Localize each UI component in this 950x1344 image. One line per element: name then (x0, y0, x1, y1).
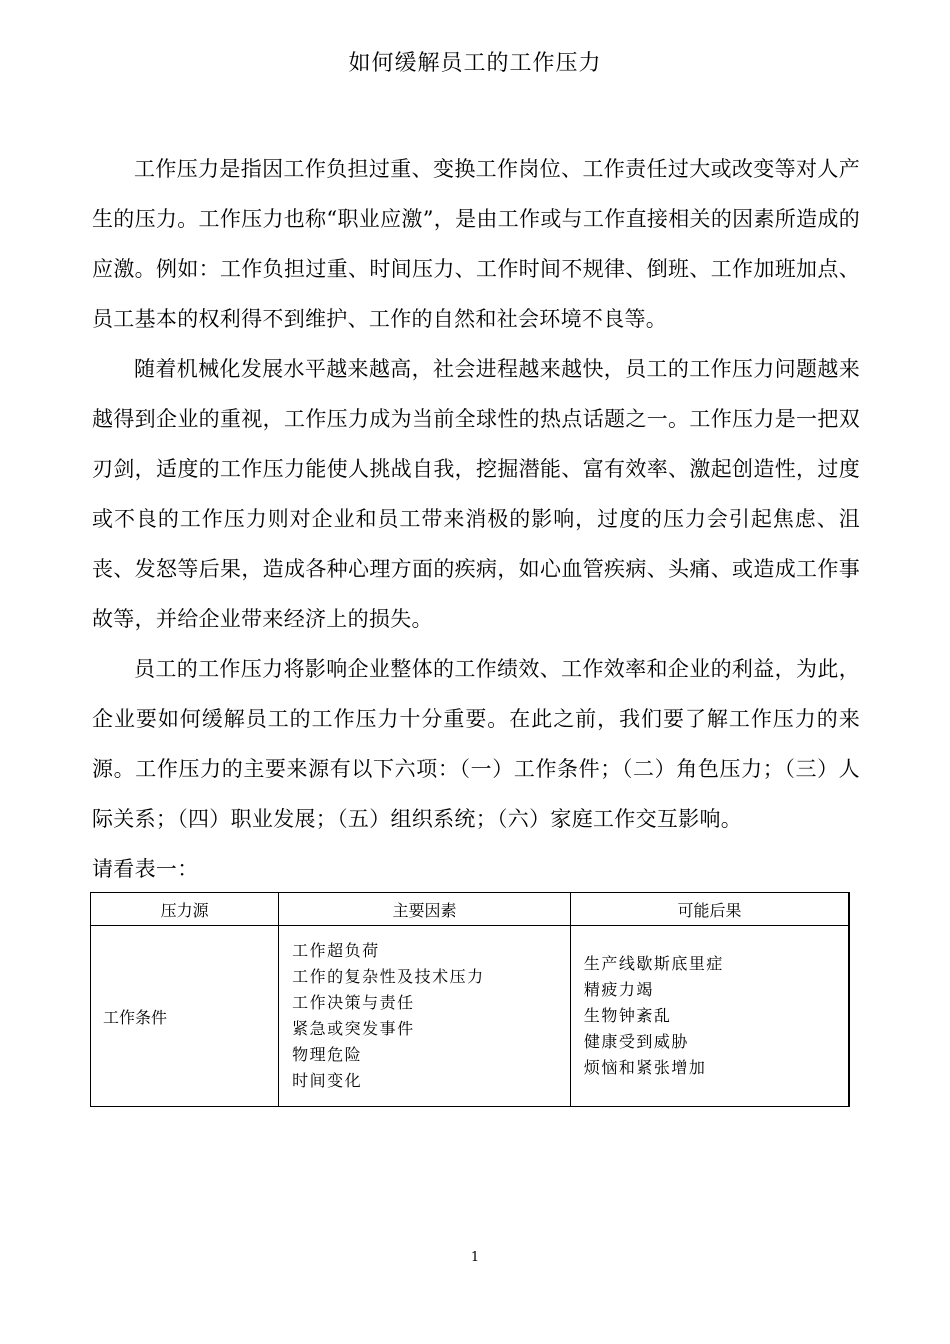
consequence-item: 生产线歇斯底里症 (583, 954, 724, 973)
consequence-item: 健康受到威胁 (583, 1032, 689, 1051)
document-body (92, 144, 860, 894)
consequence-item: 生物钟紊乱 (583, 1006, 672, 1025)
factor-item: 工作的复杂性及技术压力 (292, 967, 485, 986)
page-number: 1 (470, 1250, 480, 1265)
header-main-factors: 主要因素 (279, 893, 571, 926)
table-intro: 请看表一： (92, 857, 199, 881)
paragraph-1: 工作压力是指因工作负担过重、变换工作岗位、工作责任过大或改变等对人产生的压力。工作压力也称“职业应激”，是由工作或与工作直接相关的因素所造成的应激。例如：工作负担过重、时间压力、工作时间不规律、倒班、工作加班加点、员工基本的权利得不到维护、工作的自然和社会环境不良等。 (92, 157, 860, 331)
factor-item: 物理危险 (292, 1045, 363, 1064)
header-stress-source: 压力源 (91, 893, 279, 926)
cell-stress-source: 工作条件 (91, 926, 279, 1107)
factors-list (279, 938, 570, 1094)
consequences-list (571, 951, 848, 1081)
document-title: 如何缓解员工的工作压力 (348, 51, 602, 76)
consequence-item: 烦恼和紧张增加 (583, 1058, 707, 1077)
factor-item: 时间变化 (292, 1071, 363, 1090)
paragraph-2: 随着机械化发展水平越来越高，社会进程越来越快，员工的工作压力问题越来越得到企业的重视，工作压力成为当前全球性的热点话题之一。工作压力是一把双刃剑，适度的工作压力能使人挑战自我，挖掘潜能、富有效率、激起创造性，过度或不良的工作压力则对企业和员工带来消极的影响，过度的压力会引起焦虑、沮丧、发怒等后果，造成各种心理方面的疾病，如心血管疾病、头痛、或造成工作事故等，并给企业带来经济上的损失。 (92, 357, 860, 631)
stress-source-table (90, 892, 850, 1107)
cell-possible-consequences (570, 926, 849, 1107)
header-possible-consequences: 可能后果 (570, 893, 849, 926)
factor-item: 紧急或突发事件 (292, 1019, 415, 1038)
cell-main-factors (279, 926, 571, 1107)
factor-item: 工作决策与责任 (292, 993, 415, 1012)
table-header-row (91, 893, 850, 926)
paragraph-3: 员工的工作压力将影响企业整体的工作绩效、工作效率和企业的利益，为此，企业要如何缓解员工的工作压力十分重要。在此之前，我们要了解工作压力的来源。工作压力的主要来源有以下六项：（一）工作条件；（二）角色压力；（三）人际关系；（四）职业发展；（五）组织系统；（六）家庭工作交互影响。 (92, 657, 860, 831)
consequence-item: 精疲力竭 (583, 980, 654, 999)
table-row (91, 926, 850, 1107)
factor-item: 工作超负荷 (292, 941, 380, 960)
